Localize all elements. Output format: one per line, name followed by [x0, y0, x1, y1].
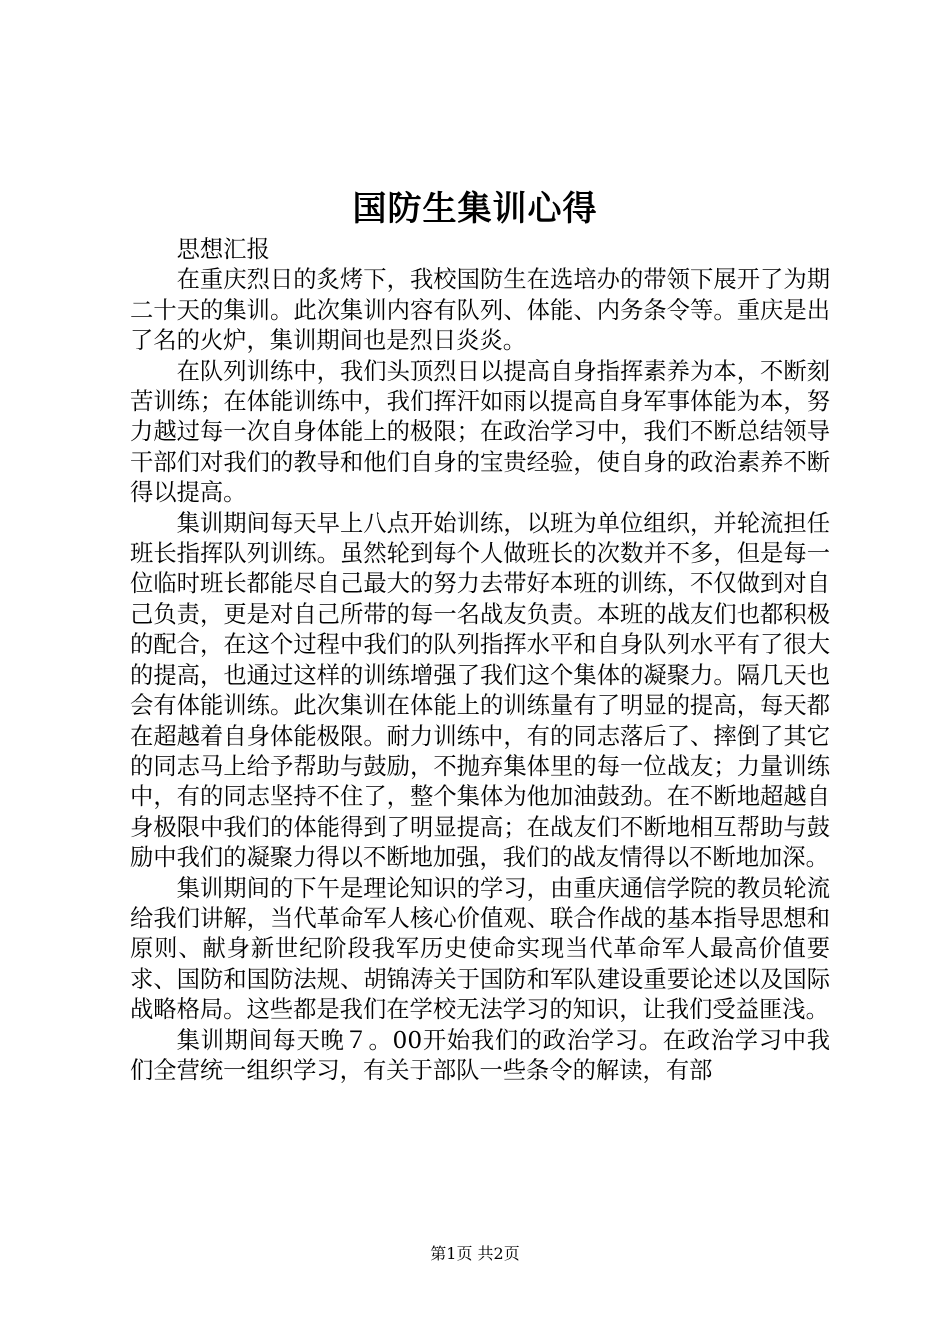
paragraph-heading: 思想汇报 [176, 236, 270, 263]
paragraph: 在队列训练中，我们头顶烈日以提高自身指挥素养为本，不断刻苦训练；在体能训练中，我们挥汗如雨以提高自身军事体能为本，努力越过每一次自身体能上的极限；在政治学习中，我们不断总结领导干部们对我们的教导和他们自身的宝贵经验，使自身的政治素养不断得以提高。 [130, 357, 830, 507]
paragraph: 集训期间的下午是理论知识的学习，由重庆通信学院的教员轮流给我们讲解，当代革命军人核心价值观、联合作战的基本指导思想和原则、献身新世纪阶段我军历史使命实现当代革命军人最高价值要求、国防和国防法规、胡锦涛关于国防和军队建设重要论述以及国际战略格局。这些都是我们在学校无法学习的知识，让我们受益匪浅。 [130, 874, 830, 1024]
document-body [130, 235, 830, 1086]
paragraph: 在重庆烈日的炙烤下，我校国防生在选培办的带领下展开了为期二十天的集训。此次集训内容有队列、体能、内务条令等。重庆是出了名的火炉，集训期间也是烈日炎炎。 [130, 266, 830, 355]
paragraph: 集训期间每天早上八点开始训练，以班为单位组织，并轮流担任班长指挥队列训练。虽然轮到每个人做班长的次数并不多，但是每一位临时班长都能尽自己最大的努力去带好本班的训练，不仅做到对自己负责，更是对自己所带的每一名战友负责。本班的战友们也都积极的配合，在这个过程中我们的队列指挥水平和自身队列水平有了很大的提高，也通过这样的训练增强了我们这个集体的凝聚力。隔几天也会有体能训练。此次集训在体能上的训练量有了明显的提高，每天都在超越着自身体能极限。耐力训练中，有的同志落后了、摔倒了其它的同志马上给予帮助与鼓励，不抛弃集体里的每一位战友；力量训练中，有的同志坚持不住了，整个集体为他加油鼓劲。在不断地超越自身极限中我们的体能得到了明显提高；在战友们不断地相互帮助与鼓励中我们的凝聚力得以不断地加强，我们的战友情得以不断地加深。 [130, 509, 830, 872]
page-number-footer: 第1页 共2页 [430, 1244, 520, 1263]
paragraph: 集训期间每天晚７。00开始我们的政治学习。在政治学习中我们全营统一组织学习，有关于部队一些条令的解读，有部 [130, 1026, 830, 1084]
document-title: 国防生集训心得 [352, 189, 598, 229]
